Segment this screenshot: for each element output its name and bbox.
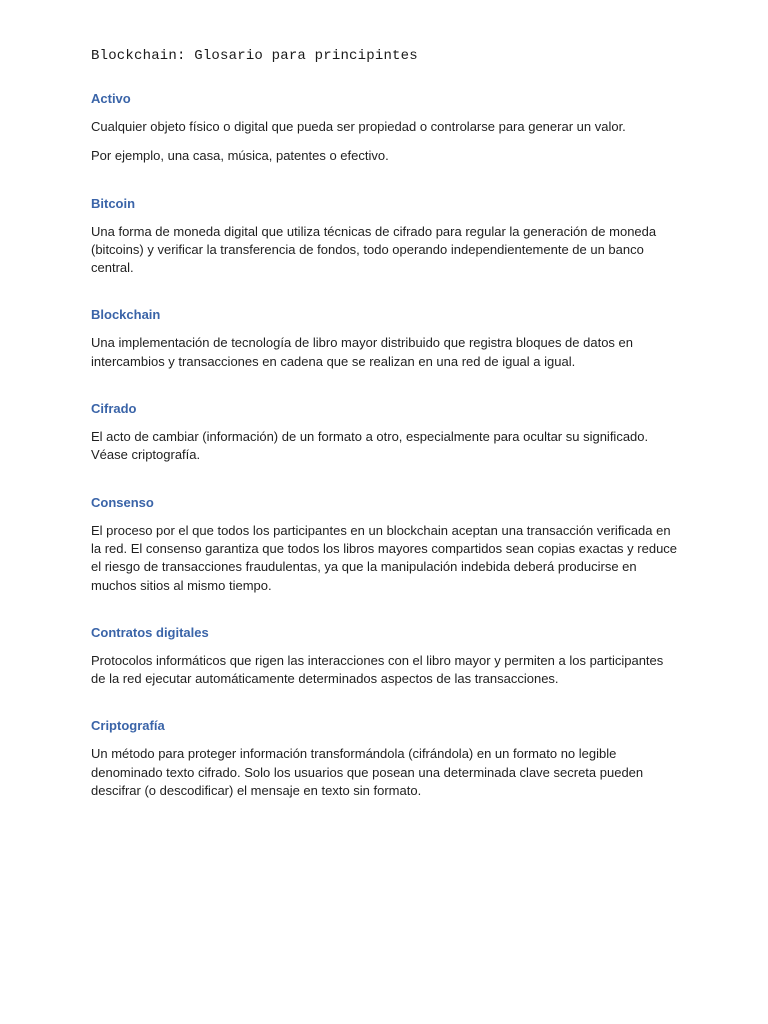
glossary-example: Por ejemplo, una casa, música, patentes o efectivo. [91,148,389,164]
glossary-definition: Una forma de moneda digital que utiliza técnicas de cifrado para regular la generación de moneda (bitcoins) y verificar la transferencia de fondos, todo operando independientemente de un banco central. [91,223,657,276]
glossary-definition: Cualquier objeto físico o digital que pueda ser propiedad o controlarse para generar un valor. [91,119,626,134]
glossary-definition: Un método para proteger información transformándola (cifrándola) en un formato no legible denominado texto cifrado. Solo los usuarios que posean una determinada clave secreta pueden descifrar (o descodificar) el mensaje en texto sin formato. [91,746,644,799]
glossary-definition: Protocolos informáticos que rigen las interacciones con el libro mayor y permiten a los participantes de la red ejecutar automáticamente determinados aspectos de las transacciones. [91,652,664,687]
glossary-definition: El acto de cambiar (información) de un formato a otro, especialmente para ocultar su significado. Véase criptografía. [91,429,649,463]
glossary-entry-criptografia [91,717,681,800]
glossary-term: Blockchain [91,307,161,323]
glossary-term: Activo [91,91,131,106]
glossary-term: Bitcoin [91,195,136,211]
glossary-term: Cifrado [91,401,137,417]
glossary-entry-consenso [91,494,681,595]
glossary-term: Consenso [91,494,154,510]
glossary-definition: El proceso por el que todos los participantes en un blockchain aceptan una transacción verificada en la red. El consenso garantiza que todos los libros mayores compartidos sean copias exactas y reduce el riesgo de transacciones fraudulentas, ya que la manipulación indebida deberá producirse en muchos sitios al mismo tiempo. [91,522,678,593]
document-title: Blockchain: Glosario para principintes [91,48,418,64]
glossary-entry-blockchain [91,306,681,371]
glossary-entry-contratos-digitales [91,624,681,689]
glossary-entry-cifrado [91,400,681,465]
glossary-term: Contratos digitales [91,624,209,640]
glossary-definition: Una implementación de tecnología de libro mayor distribuido que registra bloques de datos en intercambios y transacciones en cadena que se realizan en una red de igual a igual. [91,335,633,369]
glossary-entry-activo [91,90,681,166]
glossary-entry-bitcoin [91,195,681,278]
document-page [91,46,681,829]
glossary-term: Criptografía [91,718,165,734]
